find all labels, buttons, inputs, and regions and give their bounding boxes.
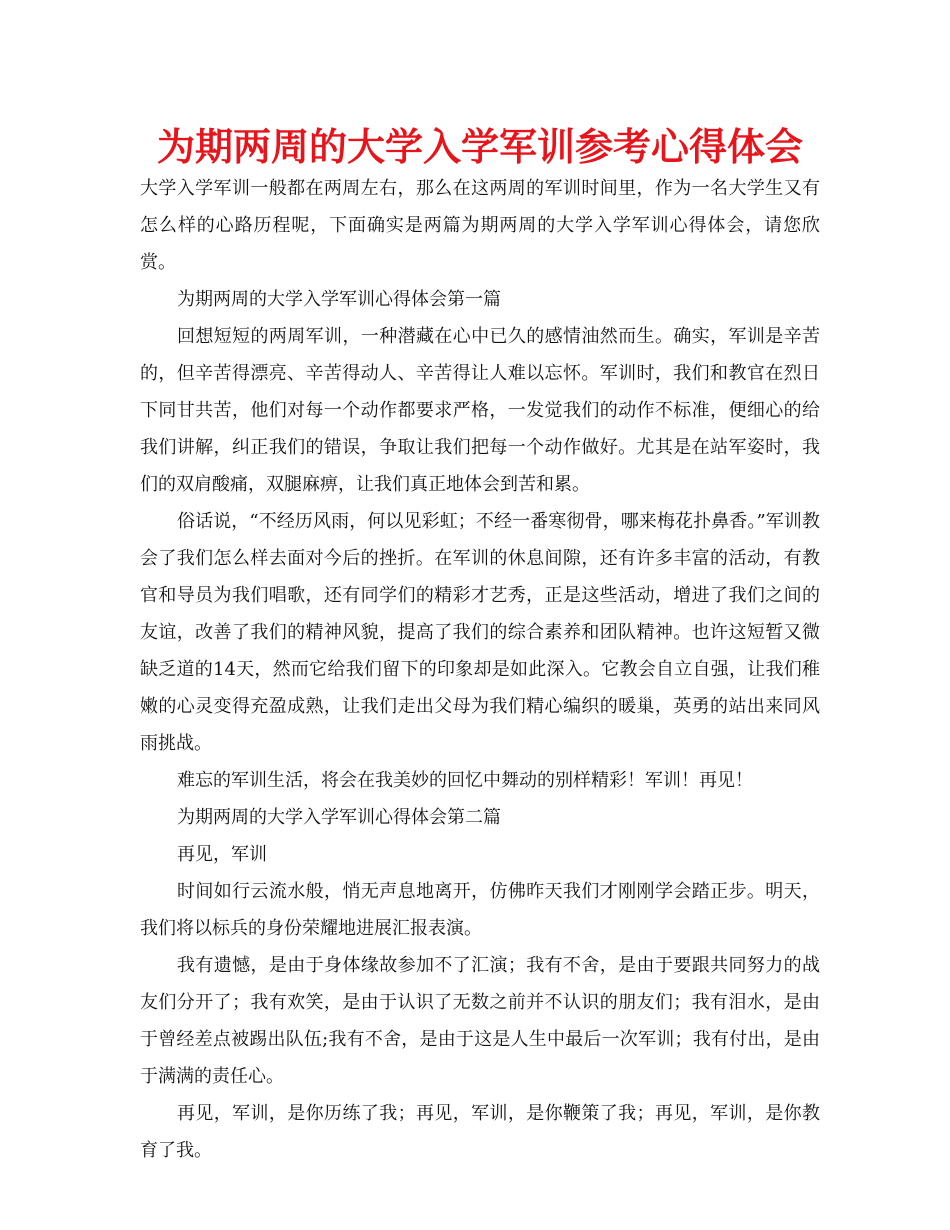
body-paragraph: 我有遗憾，是由于身体缘故参加不了汇演；我有不舍，是由于要跟共同努力的战友们分开了；我有欢笑，是由于认识了无数之前并不认识的朋友们；我有泪水，是由于曾经差点被踢出队伍;我有不舍，是由于这是人生中最后一次军训；我有付出，是由于满满的责任心。 (140, 955, 820, 1087)
body-paragraph: 再见，军训 (177, 844, 267, 865)
body-paragraph: 再见，军训，是你历练了我；再见，军训，是你鞭策了我；再见，军训，是你教育了我。 (140, 1103, 820, 1161)
document-body (140, 170, 820, 1169)
body-paragraph: 回想短短的两周军训，一种潜藏在心中已久的感情油然而生。确实，军训是辛苦的，但辛苦得漂亮、辛苦得动人、辛苦得让人难以忘怀。军训时，我们和教官在烈日下同甘共苦，他们对每一个动作都要求严格，一发觉我们的动作不标准，便细心的给我们讲解，纠正我们的错误，争取让我们把每一个动作做好。尤其是在站军姿时，我们的双肩酸痛，双腿麻痹，让我们真正地体会到苦和累。 (140, 326, 820, 495)
document-title: 为期两周的大学入学军训参考心得体会 (156, 125, 803, 169)
body-paragraph: 为期两周的大学入学军训心得体会第一篇 (177, 289, 501, 310)
body-paragraph: 时间如行云流水般，悄无声息地离开，仿佛昨天我们才刚刚学会踏正步。明天，我们将以标兵的身份荣耀地进展汇报表演。 (140, 881, 820, 939)
body-paragraph: 为期两周的大学入学军训心得体会第二篇 (177, 807, 501, 828)
document-page (140, 110, 820, 1169)
body-paragraph: 难忘的军训生活，将会在我美妙的回忆中舞动的别样精彩！军训！再见！ (177, 770, 753, 791)
body-paragraph: 俗话说，“不经历风雨，何以见彩虹；不经一番寒彻骨，哪来梅花扑鼻香。”军训教会了我们怎么样去面对今后的挫折。在军训的休息间隙，还有许多丰富的活动，有教官和导员为我们唱歌，还有同学们的精彩才艺秀，正是这些活动，增进了我们之间的友谊，改善了我们的精神风貌，提高了我们的综合素养和团队精神。也许这短暂又微缺乏道的14天，然而它给我们留下的印象却是如此深入。它教会自立自强，让我们稚嫩的心灵变得充盈成熟，让我们走出父母为我们精心编织的暖巢，英勇的站出来同风雨挑战。 (140, 511, 820, 754)
body-paragraph: 大学入学军训一般都在两周左右，那么在这两周的军训时间里，作为一名大学生又有怎么样的心路历程呢，下面确实是两篇为期两周的大学入学军训心得体会，请您欣赏。 (140, 178, 820, 273)
